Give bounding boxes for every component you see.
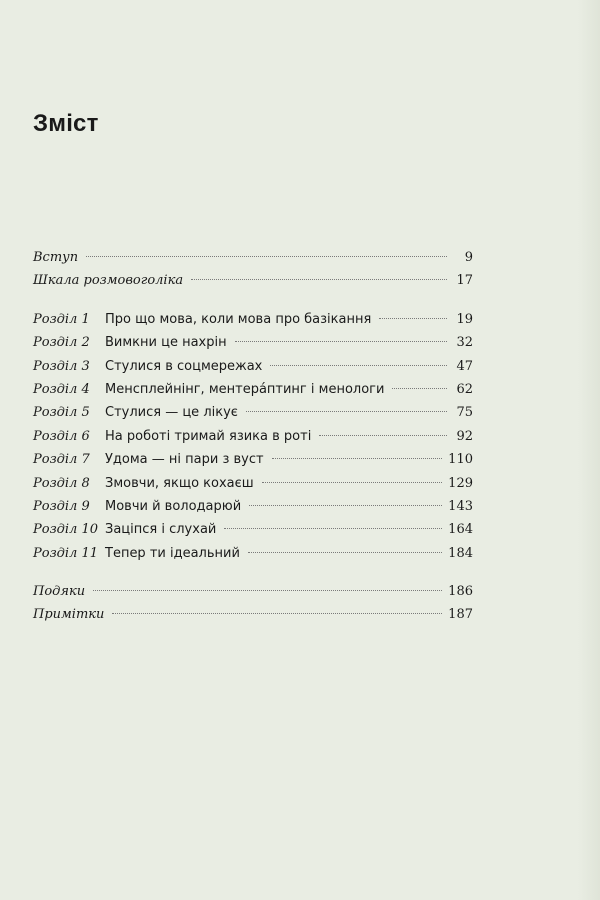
chapter-label: Розділ 4: [33, 381, 90, 397]
toc-page-number: 110: [448, 452, 473, 468]
dot-leader: [93, 590, 442, 591]
chapter-label: Розділ 9: [33, 498, 90, 514]
dot-leader: [262, 482, 443, 483]
toc-page-number: 184: [448, 545, 473, 561]
chapter-label: Розділ 5: [33, 405, 90, 421]
dot-leader: [86, 256, 447, 257]
toc-page-number: 17: [456, 273, 473, 289]
chapter-label: Розділ 6: [33, 428, 90, 444]
page-title: Зміст: [33, 110, 99, 137]
toc-entry-chapter-8[interactable]: [33, 476, 473, 499]
chapter-title: Мовчи й володарюй: [105, 498, 242, 514]
toc-page-number: 62: [456, 381, 473, 397]
chapter-title: На роботі тримай язика в роті: [105, 428, 312, 444]
toc-page-number: 75: [456, 405, 473, 421]
dot-leader: [191, 279, 447, 280]
dot-leader: [224, 528, 442, 529]
chapter-label: Розділ 2: [33, 335, 90, 351]
dot-leader: [379, 318, 447, 319]
chapter-title: Менсплейнінг, ментерáптинг і менологи: [105, 381, 385, 397]
dot-leader: [246, 411, 447, 412]
chapter-title: Стулися — це лікує: [105, 405, 238, 421]
toc-page-number: 143: [448, 498, 473, 514]
toc-page-number: 164: [448, 522, 473, 538]
dot-leader: [270, 365, 447, 366]
toc-page-number: 129: [448, 475, 473, 491]
dot-leader: [272, 458, 443, 459]
chapter-title: Заціпся і слухай: [105, 522, 217, 538]
toc-entry-chapter-10[interactable]: [33, 522, 473, 545]
chapter-title: Стулися в соцмережах: [105, 358, 263, 374]
chapter-title: Про що мова, коли мова про базікання: [105, 311, 372, 327]
toc-entry-chapter-11[interactable]: [33, 546, 473, 569]
dot-leader: [319, 435, 447, 436]
chapter-title: Тепер ти ідеальний: [105, 545, 240, 561]
chapter-label: Розділ 10: [33, 522, 99, 538]
table-of-contents: [33, 250, 473, 631]
toc-page-number: 32: [456, 335, 473, 351]
toc-entry-back-1[interactable]: [33, 584, 473, 607]
toc-entry-label: Примітки: [33, 607, 105, 623]
toc-entry-label: Вступ: [33, 250, 79, 265]
chapter-label: Розділ 7: [33, 452, 90, 468]
chapter-title: Змовчи, якщо кохаєш: [105, 475, 254, 491]
toc-entry-chapter-4[interactable]: [33, 382, 473, 405]
dot-leader: [235, 341, 447, 342]
toc-entry-chapter-6[interactable]: [33, 429, 473, 452]
chapter-title: Вимкни це нахрін: [105, 335, 227, 351]
dot-leader: [249, 505, 442, 506]
toc-entry-label: Шкала розмовоголіка: [33, 273, 184, 289]
toc-entry-chapter-5[interactable]: [33, 405, 473, 428]
toc-page-number: 186: [448, 584, 473, 600]
chapter-label: Розділ 3: [33, 358, 90, 374]
dot-leader: [248, 552, 442, 553]
toc-entry-chapter-2[interactable]: [33, 335, 473, 358]
chapter-label: Розділ 1: [33, 311, 90, 327]
page-edge: [578, 0, 600, 900]
toc-entry-chapter-9[interactable]: [33, 499, 473, 522]
toc-entry-chapter-7[interactable]: [33, 452, 473, 475]
toc-page-number: 19: [456, 311, 473, 327]
toc-page-number: 9: [464, 250, 473, 265]
toc-page-number: 47: [456, 358, 473, 374]
toc-page-number: 92: [456, 428, 473, 444]
chapter-title: Удома — ні пари з вуст: [105, 452, 264, 468]
toc-entry-front-1[interactable]: [33, 250, 473, 273]
chapter-label: Розділ 11: [33, 545, 99, 561]
dot-leader: [392, 388, 447, 389]
toc-entry-chapter-1[interactable]: [33, 312, 473, 335]
toc-page-number: 187: [448, 607, 473, 623]
dot-leader: [112, 613, 442, 614]
toc-entry-front-2[interactable]: [33, 273, 473, 296]
chapter-label: Розділ 8: [33, 475, 90, 491]
toc-entry-label: Подяки: [33, 584, 86, 600]
toc-entry-chapter-3[interactable]: [33, 359, 473, 382]
toc-entry-back-2[interactable]: [33, 607, 473, 630]
